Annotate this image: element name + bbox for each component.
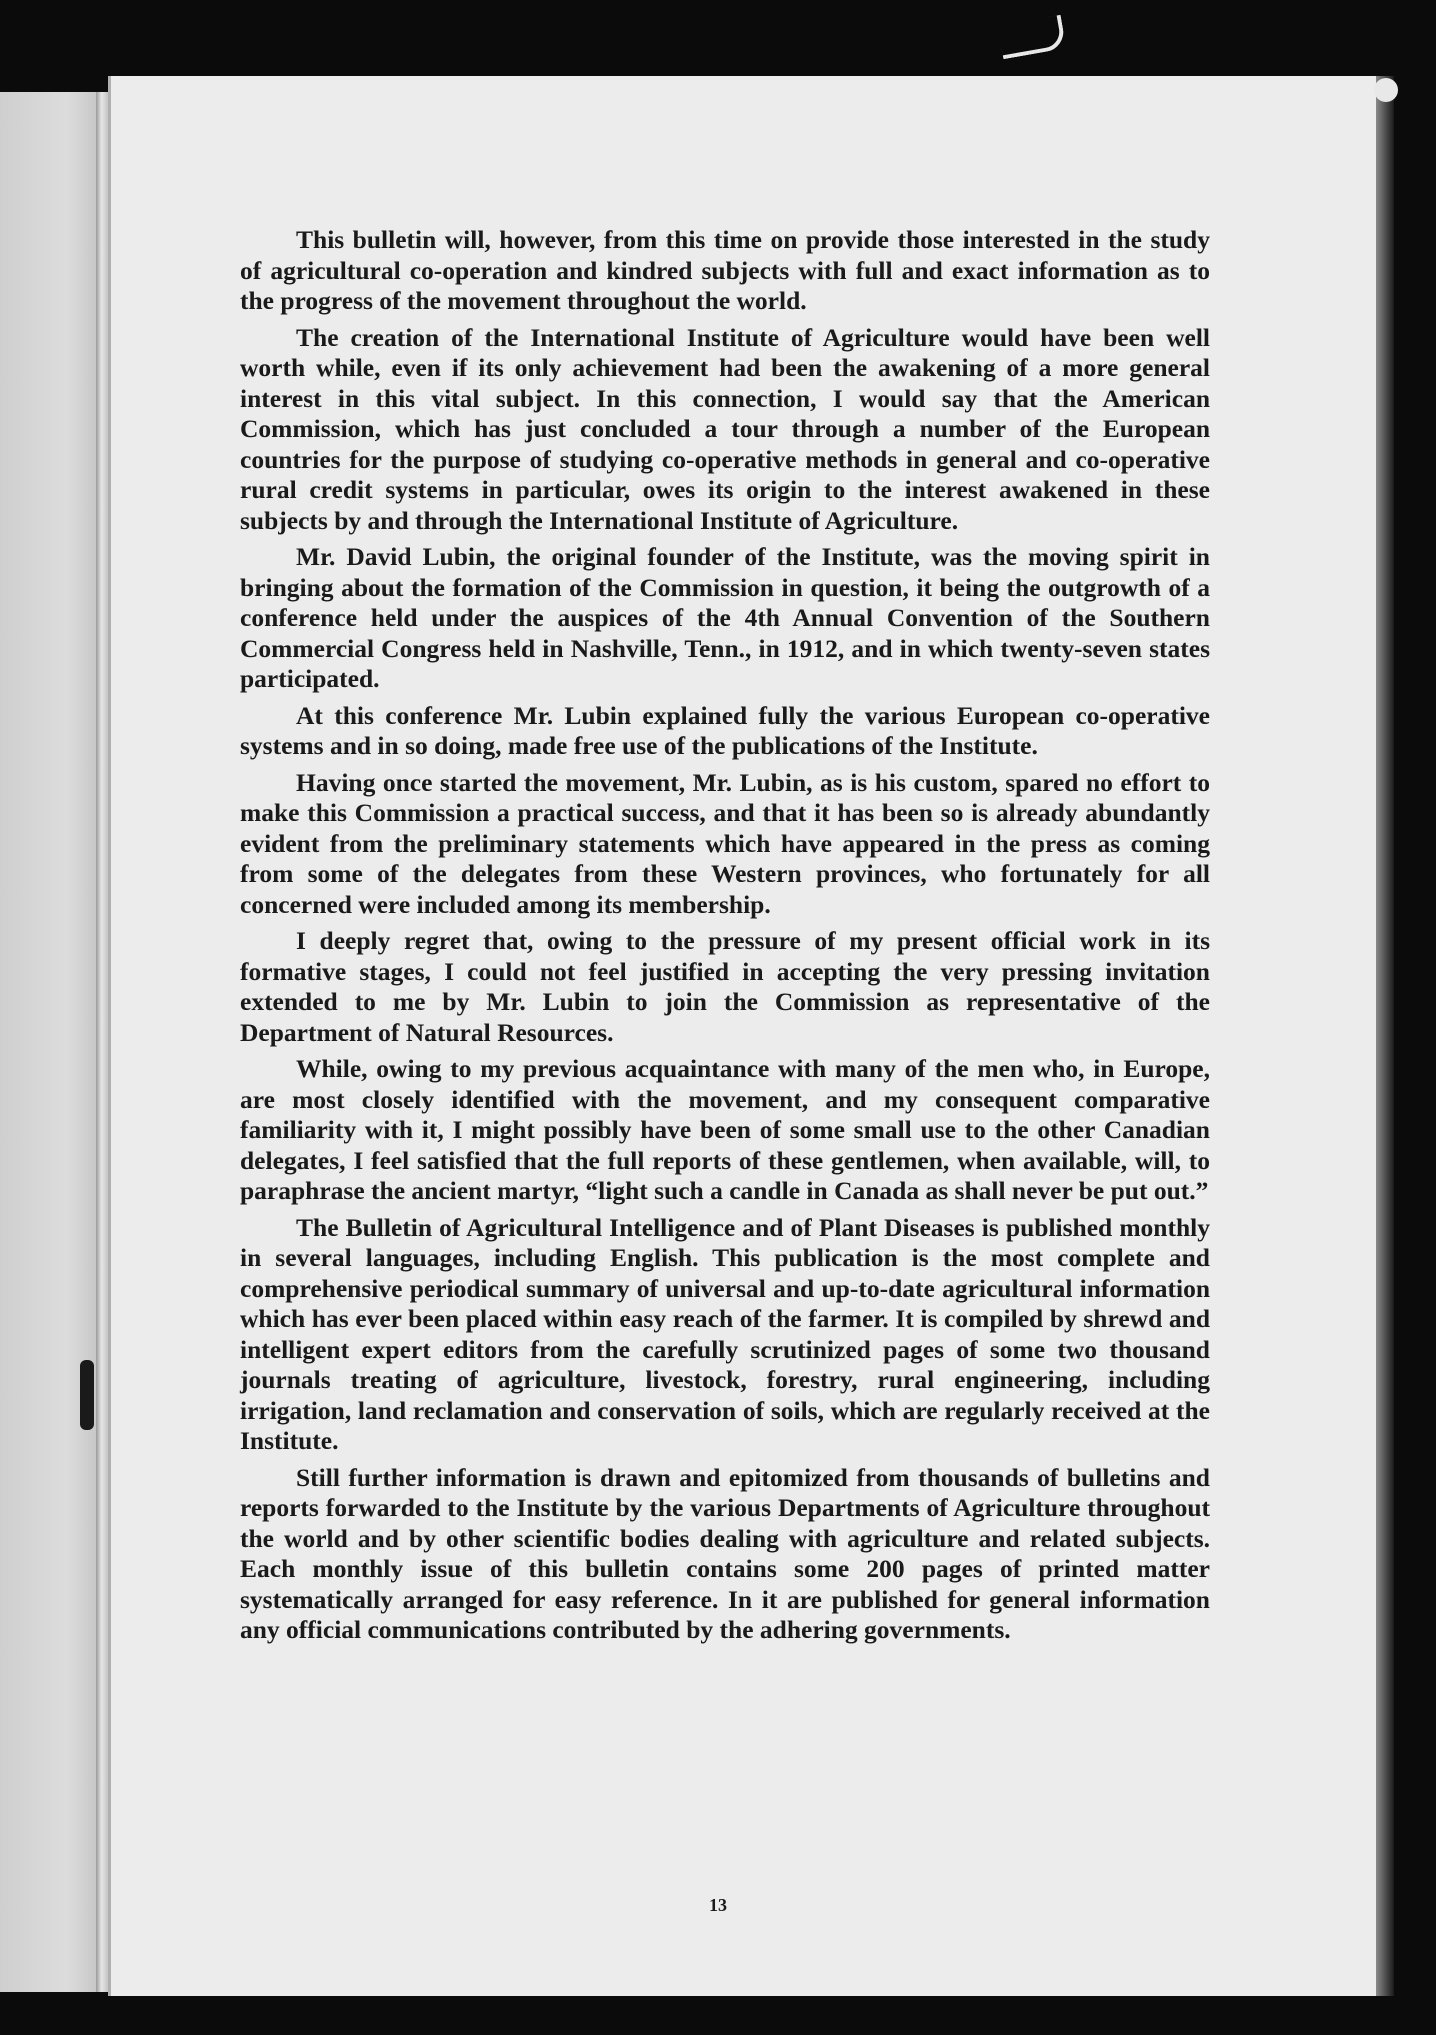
- paragraph-9: Still further information is drawn and epitomized from thousands of bulletins and reports forwarded to the Institute by the various Departments of Agriculture throughout the world and by other scientific bodies dealing with agriculture and related subjects. Each monthly issue of this bulletin contains some 200 pages of printed matter systematically arranged for easy reference. In it are published for general information any official communications contributed by the adhering governments.: [240, 1462, 1210, 1644]
- paragraph-1: This bulletin will, however, from this time on provide those interested in the study of agricultural co-operation and kindred subjects with full and exact information as to the progress of the movement throughout the world.: [240, 225, 1210, 315]
- paragraph-3: Mr. David Lubin, the original founder of the Institute, was the moving spirit in bringing about the formation of the Commission in question, it being the outgrowth of a conference held under the auspices of the 4th Annual Convention of the Southern Commercial Congress held in Nashville, Tenn., in 1912, and in which twenty-seven states participated.: [240, 542, 1210, 693]
- binding-mark: [80, 1360, 94, 1430]
- paragraph-8: The Bulletin of Agricultural Intelligence and of Plant Diseases is published monthly in several languages, including English. This publication is the most complete and comprehensive periodical summary of universal and up-to-date agricultural information which has ever been placed within easy reach of the farmer. It is compiled by shrewd and intelligent expert editors from the carefully scrutinized pages of some two thousand journals treating of agriculture, livestock, forestry, rural engineering, including irrigation, land reclamation and conservation of soils, which are regularly received at the Institute.: [240, 1212, 1210, 1455]
- body-text: [240, 225, 1210, 1652]
- paragraph-2: The creation of the International Institute of Agriculture would have been well worth while, even if its only achievement had been the awakening of a more general interest in this vital subject. In this connection, I would say that the American Commission, which has just concluded a tour through a number of the European countries for the purpose of studying co-operative methods in general and co-operative rural credit systems in particular, owes its origin to the interest awakened in these subjects by and through the International Institute of Agriculture.: [240, 322, 1210, 535]
- paragraph-4: At this conference Mr. Lubin explained fully the various European co-operative systems and in so doing, made free use of the publications of the Institute.: [240, 700, 1210, 760]
- page-edge-shadow: [1376, 76, 1394, 1996]
- paragraph-5: Having once started the movement, Mr. Lubin, as is his custom, spared no effort to make this Commission a practical success, and that it has been so is already abundantly evident from the preliminary statements which have appeared in the press as coming from some of the delegates from these Western provinces, who fortunately for all concerned were included among its membership.: [240, 767, 1210, 919]
- paragraph-7: While, owing to my previous acquaintance with many of the men who, in Europe, are most closely identified with the movement, and my consequent comparative familiarity with it, I might possibly have been of some small use to the other Canadian delegates, I feel satisfied that the full reports of these gentlemen, when available, will, to paraphrase the ancient martyr, “light such a candle in Canada as shall never be put out.”: [240, 1054, 1210, 1205]
- paragraph-6: I deeply regret that, owing to the pressure of my present official work in its formative stages, I could not feel justified in accepting the very pressing invitation extended to me by Mr. Lubin to join the Commission as representative of the Department of Natural Resources.: [240, 926, 1210, 1047]
- scan-artifact-mark: [998, 15, 1067, 60]
- page-number: 13: [709, 1895, 727, 1915]
- page-corner-mark: [1374, 78, 1398, 102]
